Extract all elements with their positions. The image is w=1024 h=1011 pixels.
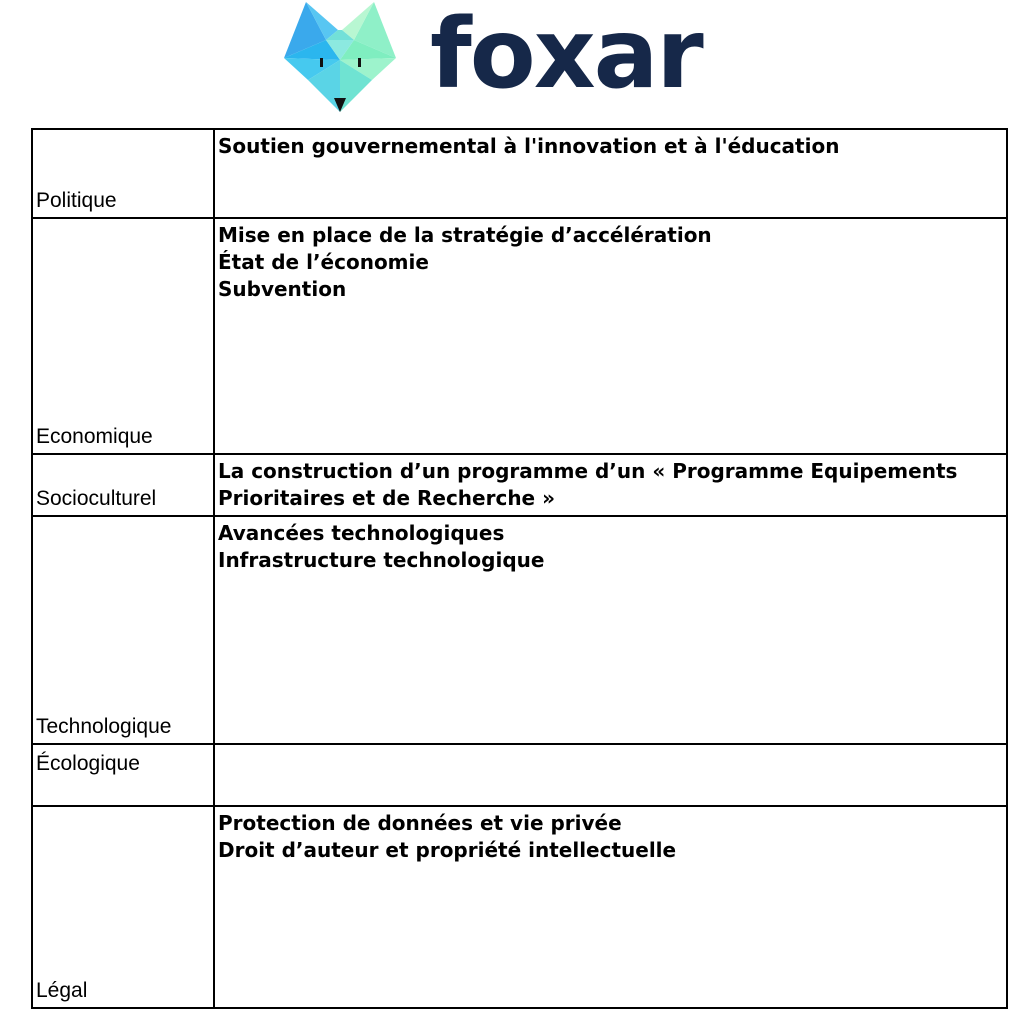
row-content-politique — [214, 129, 1007, 218]
row-label-socioculturel: Socioculturel — [32, 454, 214, 516]
table-row — [32, 218, 1007, 454]
list-item: Avancées technologiques — [218, 521, 505, 545]
list-item: Soutien gouvernemental à l'innovation et à l'éducation — [218, 134, 840, 158]
pestel-table — [31, 128, 1008, 1009]
row-content-economique — [214, 218, 1007, 454]
fox-logo-icon — [278, 0, 402, 116]
row-content-technologique — [214, 516, 1007, 744]
brand-wordmark: foxar — [430, 0, 702, 110]
table-row — [32, 516, 1007, 744]
table-row — [32, 744, 1007, 806]
list-item: Subvention — [218, 277, 347, 301]
table-row — [32, 129, 1007, 218]
list-item: Mise en place de la stratégie d’accélération — [218, 223, 712, 247]
list-item: Droit d’auteur et propriété intellectuelle — [218, 838, 677, 862]
row-label-economique: Economique — [32, 218, 214, 454]
row-content-socioculturel — [214, 454, 1007, 516]
list-item: Infrastructure technologique — [218, 548, 545, 572]
row-label-politique: Politique — [32, 129, 214, 218]
row-label-technologique: Technologique — [32, 516, 214, 744]
row-label-legal: Légal — [32, 806, 214, 1008]
foxar-logo — [278, 0, 778, 118]
list-item: État de l’économie — [218, 250, 429, 274]
list-item: Protection de données et vie privée — [218, 811, 622, 835]
row-content-ecologique — [214, 744, 1007, 806]
table-row — [32, 454, 1007, 516]
row-content-legal — [214, 806, 1007, 1008]
table-row — [32, 806, 1007, 1008]
list-item: La construction d’un programme d’un « Programme Equipements Prioritaires et de Recherche » — [218, 459, 958, 510]
row-label-ecologique: Écologique — [32, 744, 214, 806]
